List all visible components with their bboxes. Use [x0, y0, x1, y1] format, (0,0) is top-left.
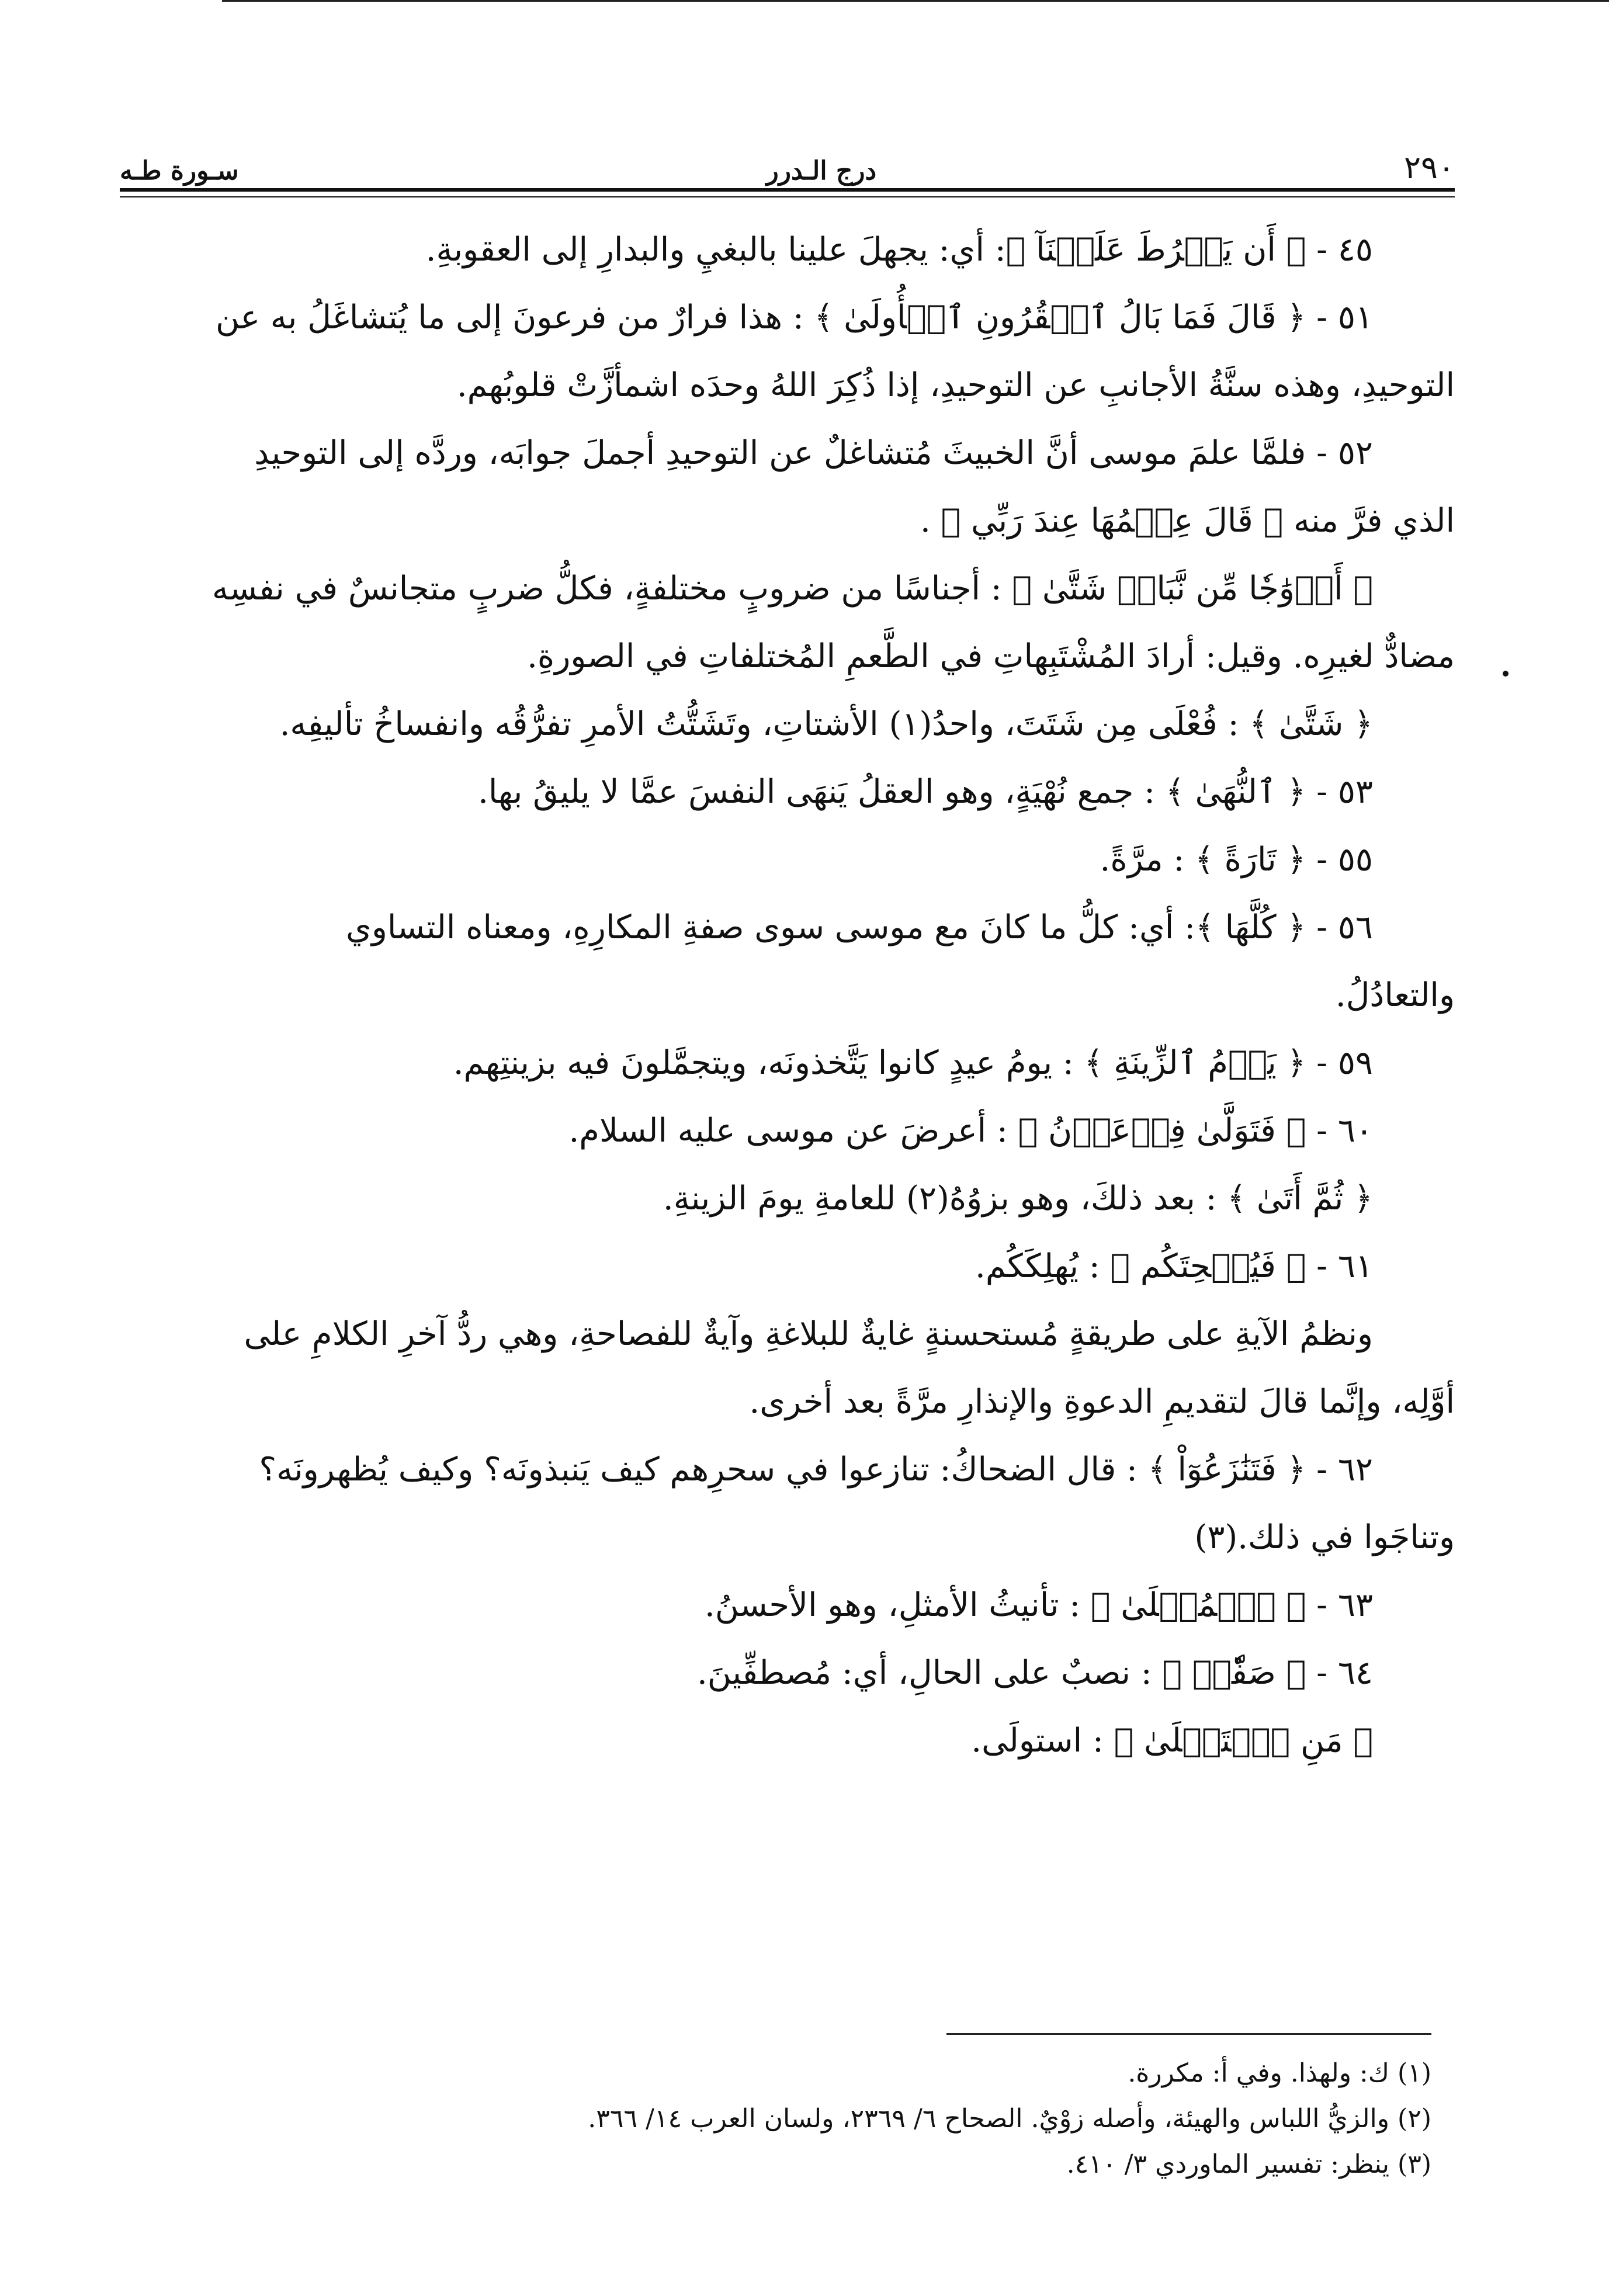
text-line: ٥١ - ﴿ قَالَ فَمَا بَالُ ٱلۡقُرُونِ ٱلۡأُولَىٰ ﴾ : هذا فرارٌ من فرعونَ إلى ما يُتشاغَلُ به عن: [215, 299, 1373, 337]
text-line: التوحيدِ، وهذه سنَّةُ الأجانبِ عن التوحيدِ، إذا ذُكِرَ اللهُ وحدَه اشمأزَّتْ قلوبُهم.: [456, 366, 1455, 404]
text-line: ٥٣ - ﴿ ٱلنُّهَىٰ ﴾ : جمع نُهْيَةٍ، وهو العقلُ يَنهَى النفسَ عمَّا لا يليقُ بها.: [478, 773, 1373, 811]
text-line: الذي فرَّ منه ﴿ قَالَ عِلۡمُهَا عِندَ رَبِّي ﴾ .: [920, 502, 1455, 540]
footnote: (٢) والزيُّ اللباس والهيئة، وأصله زوْيٌ. الصحاح ٦/ ٢٣٦٩، ولسان العرب ١٤/ ٣٦٦.: [588, 2104, 1431, 2134]
footnote: (٣) ينظر: تفسير الماوردي ٣/ ٤١٠.: [1066, 2149, 1431, 2179]
text-line: ﴿ مَنِ ٱسۡتَعۡلَىٰ ﴾ : استولَى.: [971, 1722, 1373, 1760]
text-line: ﴿ أَزۡوَٰجٗا مِّن نَّبَاتٖ شَتَّىٰ ﴾ : أجناسًا من ضروبٍ مختلفةٍ، فكلُّ ضربٍ متجانسٌ في نفسِه: [211, 570, 1373, 608]
text-line: ٦٠ - ﴿ فَتَوَلَّىٰ فِرۡعَوۡنُ ﴾ : أعرضَ عن موسى عليه السلام.: [568, 1112, 1373, 1150]
book-title: درج الـدرر: [766, 156, 877, 186]
ink-spot: [1503, 671, 1509, 677]
text-line: ٥٢ - فلمَّا علمَ موسى أنَّ الخبيثَ مُتشاغلٌ عن التوحيدِ أجملَ جوابَه، وردَّه إلى التوحيدِ: [254, 434, 1373, 472]
text-line: أوَّلِه، وإنَّما قالَ لتقديمِ الدعوةِ والإنذارِ مرَّةً بعد أخرى.: [749, 1383, 1455, 1421]
text-line: ﴿ شَتَّىٰ ﴾ : فُعْلَى مِن شَتَتَ، واحدُ(١) الأشتاتِ، وتَشَتُّتُ الأمرِ تفرُّقُه وانفساخُ تأليفِه.: [279, 705, 1373, 743]
text-line: ٤٥ - ﴿ أَن يَفۡرُطَ عَلَيۡنَآ ﴾: أي: يجهلَ علينا بالبغيِ والبدارِ إلى العقوبةِ.: [425, 231, 1373, 269]
text-line: ٥٦ - ﴿ كُلَّهَا ﴾: أي: كلُّ ما كانَ مع موسى سوى صفةِ المكارِهِ، ومعناه التساوي: [345, 908, 1373, 946]
page-header: [120, 133, 1455, 186]
text-line: ونظمُ الآيةِ على طريقةٍ مُستحسنةٍ غايةٌ للبلاغةِ وآيةٌ للفصاحةِ، وهي ردُّ آخرِ الكلامِ على: [244, 1315, 1373, 1353]
header-rule-thick: [120, 188, 1455, 192]
text-line: مضادٌّ لغيرِه. وقيل: أرادَ المُشْتَبِهاتِ في الطَّعمِ المُختلفاتِ في الصورةِ.: [527, 637, 1455, 675]
text-line: ﴿ ثُمَّ أَتَىٰ ﴾ : بعد ذلكَ، وهو بزوُهُ(٢) للعامةِ يومَ الزينةِ.: [663, 1180, 1373, 1218]
text-line: وتناجَوا في ذلك.(٣): [1194, 1518, 1455, 1556]
surah-name: سـورة طـه: [120, 156, 239, 186]
page-number: ٢٩٠: [1403, 149, 1455, 186]
text-line: ٥٩ - ﴿ يَوۡمُ ٱلزِّينَةِ ﴾ : يومُ عيدٍ كانوا يَتَّخذونَه، ويتجمَّلونَ فيه بزينتِهم.: [453, 1044, 1373, 1082]
text-line: ٦٢ - ﴿ فَتَنَٰزَعُوٓاْ ﴾ : قال الضحاكُ: تنازعوا في سحرِهم كيف يَنبذونَه؟ وكيف يُظهرونَه؟: [259, 1451, 1373, 1489]
footnote-separator: [946, 2033, 1431, 2035]
text-line: ٦٤ - ﴿ صَفّٗاۚ ﴾ : نصبٌ على الحالِ، أي: مُصطفِّينَ.: [696, 1654, 1373, 1692]
header-rule-thin: [120, 196, 1455, 197]
text-line: ٥٥ - ﴿ تَارَةً ﴾ : مرَّةً.: [1100, 841, 1373, 879]
footnotes: [120, 2051, 1455, 2187]
text-line: والتعادُلُ.: [1335, 976, 1455, 1014]
text-line: ٦١ - ﴿ فَيُسۡحِتَكُم ﴾ : يُهلِكَكُم.: [975, 1247, 1373, 1285]
text-line: ٦٣ - ﴿ ٱلۡمُثۡلَىٰ ﴾ : تأنيثُ الأمثلِ، وهو الأحسنُ.: [705, 1586, 1373, 1624]
top-border: [222, 0, 1609, 8]
main-text: [120, 216, 1455, 1775]
footnote: (١) ك: ولهذا. وفي أ: مكررة.: [1128, 2058, 1431, 2088]
